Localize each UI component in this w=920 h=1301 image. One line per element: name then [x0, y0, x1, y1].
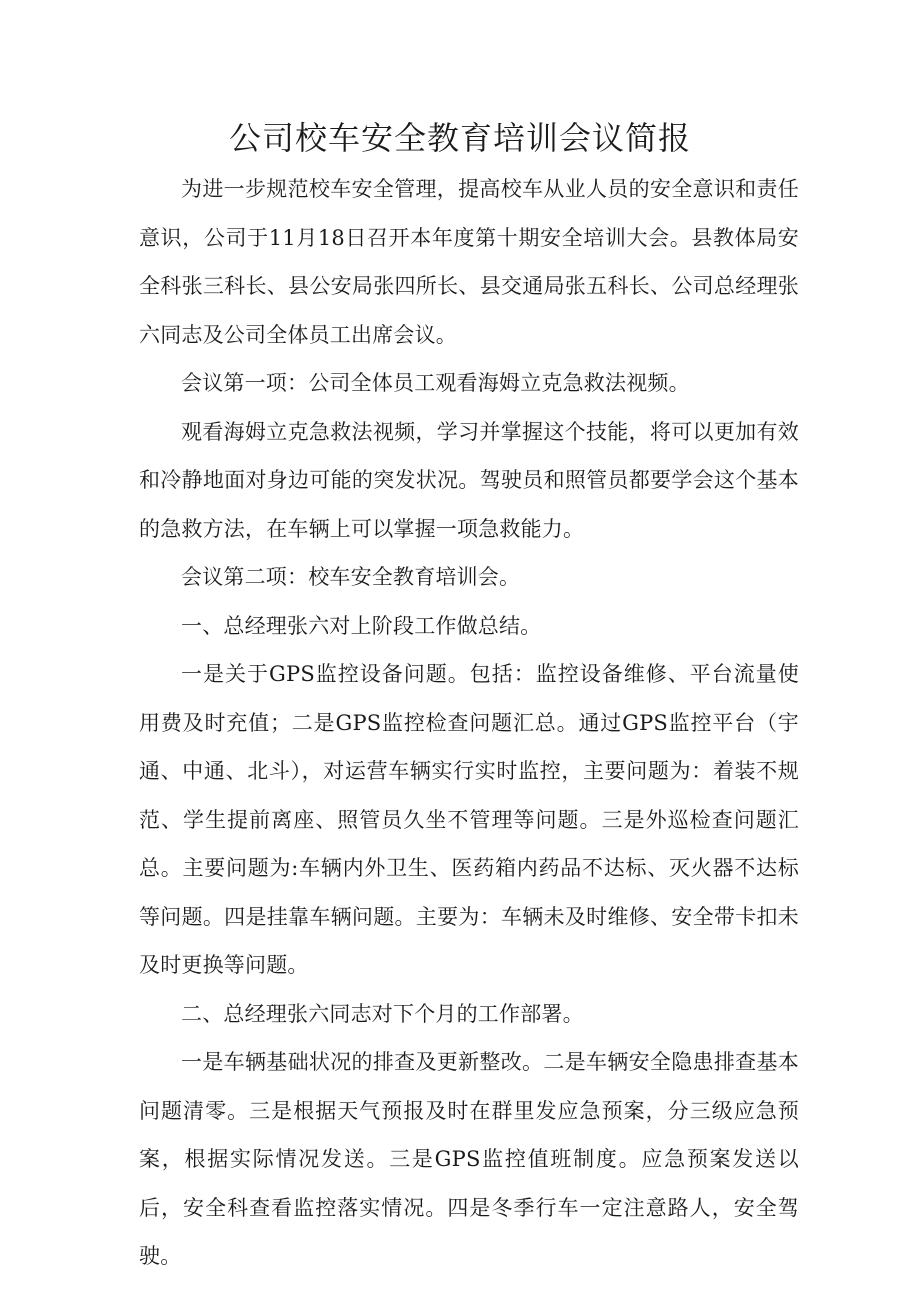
- paragraph-section-2-heading: 二、总经理张六同志对下个月的工作部署。: [181, 1001, 584, 1026]
- document-body: [139, 165, 799, 1281]
- paragraph-first-aid-video: 观看海姆立克急救法视频，学习并掌握这个技能，将可以更加有效和冷静地面对身边可能的突发状况。驾驶员和照管员都要学会这个基本的急救方法，在车辆上可以掌握一项急救能力。: [139, 419, 799, 541]
- paragraph-intro: 为进一步规范校车安全管理，提高校车从业人员的安全意识和责任意识，公司于11月18日召开本年度第十期安全培训大会。县教体局安全科张三科长、县公安局张四所长、县交通局张五科长、公司总经理张六同志及公司全体员工出席会议。: [139, 177, 799, 347]
- paragraph-agenda-item-2: 会议第二项：校车安全教育培训会。: [181, 565, 521, 589]
- paragraph-section-1-heading: 一、总经理张六对上阶段工作做总结。: [181, 613, 542, 638]
- paragraph-section-2-plan: 一是车辆基础状况的排查及更新整改。二是车辆安全隐患排查基本问题清零。三是根据天气预报及时在群里发应急预案，分三级应急预案，根据实际情况发送。三是GPS监控值班制度。应急预案发送以后，安全科查看监控落实情况。四是冬季行车一定注意路人，安全驾驶。: [139, 1050, 799, 1268]
- paragraph-section-1-summary: 一是关于GPS监控设备问题。包括：监控设备维修、平台流量使用费及时充值；二是GPS监控检查问题汇总。通过GPS监控平台（宇通、中通、北斗），对运营车辆实行实时监控，主要问题为：着装不规范、学生提前离座、照管员久坐不管理等问题。三是外巡检查问题汇总。主要问题为:车辆内外卫生、医药箱内药品不达标、灭火器不达标等问题。四是挂靠车辆问题。主要为：车辆未及时维修、安全带卡扣未及时更换等问题。: [139, 662, 799, 977]
- paragraph-agenda-item-1: 会议第一项：公司全体员工观看海姆立克急救法视频。: [181, 371, 690, 395]
- document-title: 公司校车安全教育培训会议简报: [228, 119, 691, 157]
